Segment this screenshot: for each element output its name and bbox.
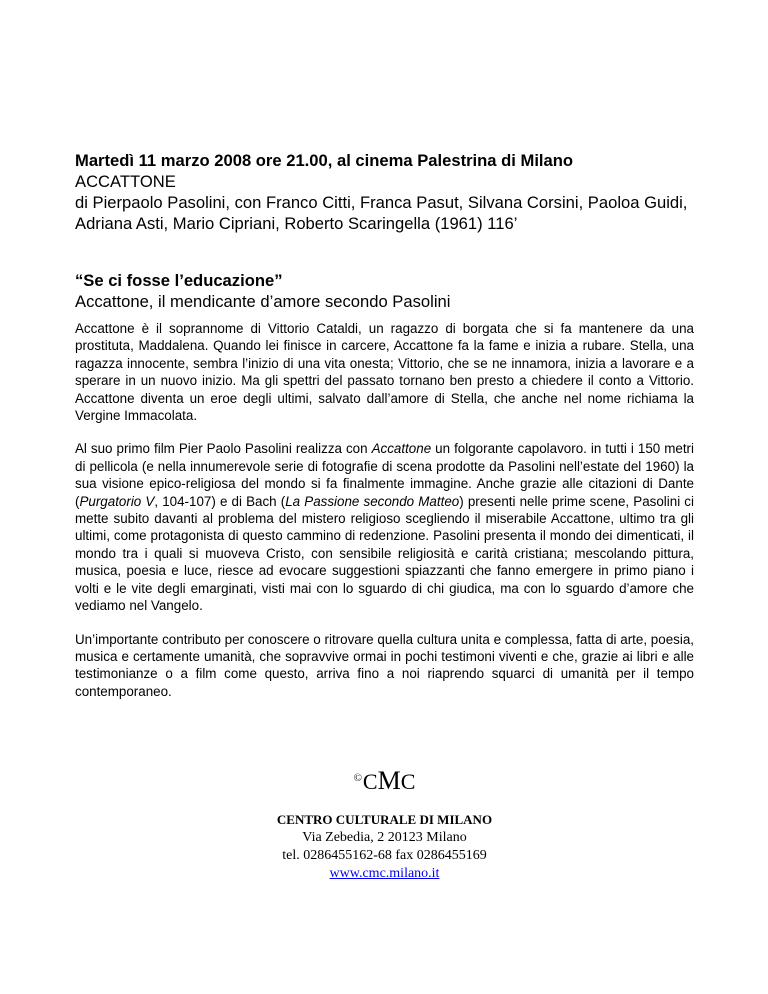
article-title: “Se ci fosse l’educazione”	[75, 271, 283, 290]
film-title: ACCATTONE	[75, 172, 176, 191]
footer	[75, 763, 694, 883]
film-credits: di Pierpaolo Pasolini, con Franco Citti, Franca Pasut, Silvana Corsini, Paoloa Guidi, Adriana Asti, Mario Cipriani, Roberto Scaringella (1961) 116’	[75, 193, 688, 233]
event-info	[75, 150, 694, 234]
organization-name: CENTRO CULTURALE DI MILANO	[276, 812, 493, 827]
article-body	[75, 320, 694, 716]
paragraph-synopsis: Accattone è il soprannome di Vittorio Cataldi, un ragazzo di borgata che si fa mantenere da una prostituta, Maddalena. Quando lei finisce in carcere, Accattone fa la fame e inizia a rubare. Stella, una ragazza innocente, sembra l’inizio di una vita onesta; Vittorio, che se ne innamora, inizia a lavorare e a sperare in un nuovo inizio. Ma gli spettri del passato tornano ben presto a chiedere il conto a Vittorio. Accattone diventa un eroe degli ultimi, salvato dall’amore di Stella, che anche nel nome richiama la Vergine Immacolata.	[75, 321, 694, 424]
paragraph-review: Al suo primo film Pier Paolo Pasolini realizza con Accattone un folgorante capolavoro. in tutti i 150 metri di pellicola (e nella innumerevole serie di fotografie di scena prodotte da Pasolini nell’estate del 1960) la sua visione epico-religiosa del mondo si fa finalmente immagine. Anche grazie alle citazioni di Dante (Purgatorio V, 104-107) e di Bach (La Passione secondo Matteo) presenti nelle prime scene, Pasolini ci mette subito davanti al problema del mistero religioso scegliendo il miserabile Accattone, ultimo tra gli ultimi, come protagonista di questo cammino di redenzione. Pasolini presenta il mondo dei dimenticati, il mondo tra i quali si muoveva Cristo, con sensibile religiosità e carità cristiana; mescolando pittura, musica, poesia e luce, riesce ad evocare suggestioni spiazzanti che fanno emergere in primo piano i volti e le vite degli emarginati, visti mai con lo sguardo di chi giudica, ma con lo sguardo d’amore che vediamo nel Vangelo.	[75, 441, 694, 614]
cmc-logo: ©CMC	[353, 766, 416, 795]
website-link[interactable]: www.cmc.milano.it	[329, 866, 440, 881]
bach-citation: La Passione secondo Matteo	[285, 493, 460, 509]
event-date-line: Martedì 11 marzo 2008 ore 21.00, al cinema Palestrina di Milano	[75, 151, 574, 170]
organization-phone: tel. 0286455162-68 fax 0286455169	[282, 848, 487, 863]
dante-citation: Purgatorio V	[79, 493, 155, 509]
article-subtitle: Accattone, il mendicante d’amore secondo Pasolini	[75, 292, 451, 311]
copyright-symbol: ©	[353, 772, 362, 784]
film-title-italic: Accattone	[371, 441, 432, 457]
paragraph-closing: Un’importante contributo per conoscere o ritrovare quella cultura unita e complessa, fatta di arte, poesia, musica e certamente umanità, che sopravvive ormai in pochi testimoni viventi e che, grazie ai libri e alle testimonianze o a film come questo, arriva fino a noi riaprendo squarci di umanità per il tempo contemporaneo.	[75, 631, 694, 699]
article-heading	[75, 270, 694, 312]
organization-address: Via Zebedia, 2 20123 Milano	[302, 830, 467, 845]
